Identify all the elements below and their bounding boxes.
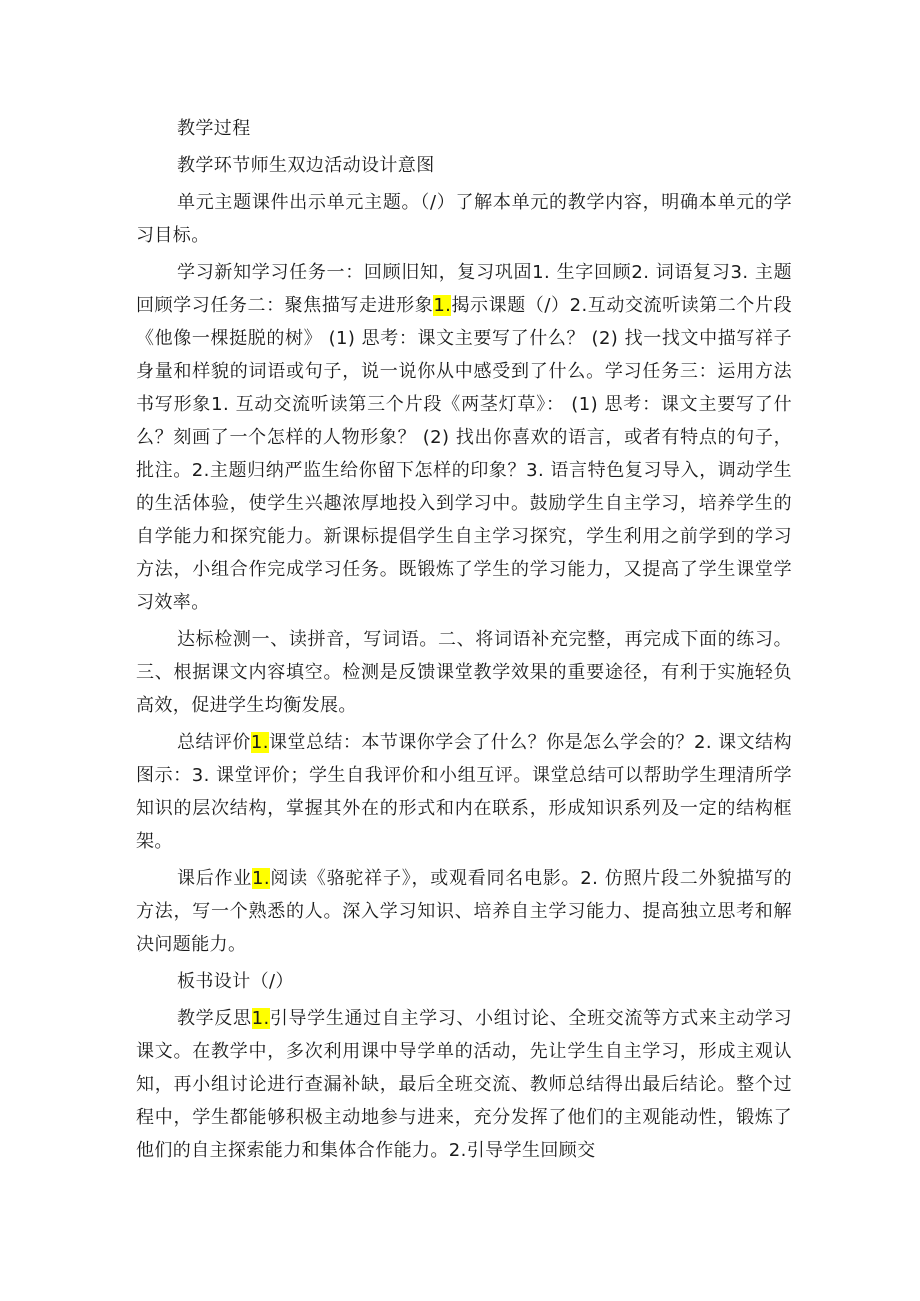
paragraph xyxy=(136,256,792,619)
paragraph-text: 引导学生通过自主学习、小组讨论、全班交流等方式来主动学习课文。在教学中，多次利用课中导学单的活动，先让学生自主学习，形成主观认知，再小组讨论进行查漏补缺，最后全班交流、教师总结得出最后结论。整个过程中，学生都能够积极主动地参与进来，充分发挥了他们的主观能动性，锻炼了他们的自主探索能力和集体合作能力。2.引导学生回顾交 xyxy=(136,1008,792,1161)
highlighted-number: 1. xyxy=(251,1008,270,1029)
paragraph-text: 学习新知学习任务一：回顾旧知，复习巩固1. 生字回顾2. 词语复习3. 主题回顾学习任务二：聚焦描写走进形象 xyxy=(136,262,792,316)
highlighted-number: 1. xyxy=(433,295,452,316)
paragraph-text: 课堂总结：本节课你学会了什么？你是怎么学会的？2. 课文结构图示：3. 课堂评价；学生自我评价和小组互评。课堂总结可以帮助学生理清所学知识的层次结构，掌握其外在的形式和内在联系，形成知识系列及一定的结构框架。 xyxy=(136,732,792,852)
paragraph xyxy=(136,149,792,182)
paragraph-text: 单元主题课件出示单元主题。（/）了解本单元的教学内容，明确本单元的学习目标。 xyxy=(136,192,792,246)
paragraph xyxy=(136,726,792,858)
paragraph-text: 板书设计（/） xyxy=(177,971,294,992)
paragraph xyxy=(136,965,792,998)
paragraph-text: 教学过程 xyxy=(177,118,251,139)
paragraph xyxy=(136,112,792,145)
paragraph xyxy=(136,1002,792,1167)
paragraph-text: 教学环节师生双边活动设计意图 xyxy=(177,155,435,176)
highlighted-number: 1. xyxy=(250,732,269,753)
paragraph-text: 阅读《骆驼祥子》，或观看同名电影。2. 仿照片段二外貌描写的方法，写一个熟悉的人。深入学习知识、培养自主学习能力、提高独立思考和解决问题能力。 xyxy=(136,868,792,955)
paragraph xyxy=(136,862,792,961)
paragraph-text: 揭示课题（/）2.互动交流听读第二个片段《他像一棵挺脱的树》 (1) 思考：课文主要写了什么？ (2) 找一找文中描写祥子身量和样貌的词语或句子，说一说你从中感受到了什么。学习任务三：运用方法书写形象1. 互动交流听读第三个片段《两茎灯草》： (1) 思考：课文主要写了什么？刻画了一个怎样的人物形象？ (2) 找出你喜欢的语言，或者有特点的句子，批注。2.主题归纳严监生给你留下怎样的印象？3. 语言特色复习导入，调动学生的生活体验，使学生兴趣浓厚地投入到学习中。鼓励学生自主学习，培养学生的自学能力和探究能力。新课标提倡学生自主学习探究，学生利用之前学到的学习方法，小组合作完成学习任务。既锻炼了学生的学习能力，又提高了学生课堂学习效率。 xyxy=(136,295,792,613)
paragraph xyxy=(136,623,792,722)
paragraph xyxy=(136,186,792,252)
document-body xyxy=(136,112,792,1171)
paragraph-text: 教学反思 xyxy=(177,1008,252,1029)
paragraph-text: 达标检测一、读拼音，写词语。二、将词语补充完整，再完成下面的练习。三、根据课文内容填空。检测是反馈课堂教学效果的重要途径，有利于实施轻负高效，促进学生均衡发展。 xyxy=(136,629,792,716)
paragraph-text: 总结评价 xyxy=(177,732,251,753)
paragraph-text: 课后作业 xyxy=(177,868,253,889)
highlighted-number: 1. xyxy=(252,868,271,889)
